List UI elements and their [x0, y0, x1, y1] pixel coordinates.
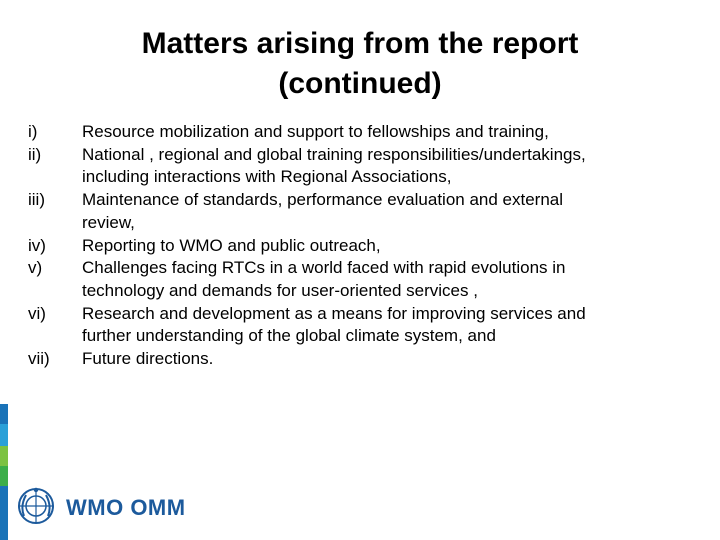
list-item-text: Challenges facing RTCs in a world faced with rapid evolutions in — [82, 258, 566, 278]
list-item-text: technology and demands for user-oriented services , — [82, 280, 478, 300]
list-item-text: Future directions. — [82, 349, 214, 369]
accent-bar — [0, 424, 8, 446]
list-item-text: Maintenance of standards, performance evaluation and external — [82, 190, 564, 210]
topics-list — [28, 121, 708, 371]
list-item — [28, 257, 708, 302]
accent-bar — [0, 404, 8, 424]
list-item-text: Reporting to WMO and public outreach, — [82, 235, 381, 255]
list-marker: v) — [28, 258, 43, 278]
list-item-text: Resource mobilization and support to fellowships and training, — [82, 122, 549, 141]
list-item — [28, 189, 708, 234]
list-marker: vi) — [28, 303, 46, 323]
list-item — [28, 303, 708, 348]
list-marker: iii) — [28, 190, 45, 210]
wmo-logo — [16, 486, 186, 530]
wmo-emblem-icon — [16, 486, 56, 531]
slide-title-line-1: Matters arising from the report — [141, 27, 579, 60]
list-item-text: further understanding of the global climate system, and — [82, 326, 496, 346]
accent-bar — [0, 486, 8, 540]
list-item — [28, 235, 708, 258]
list-item-text: National , regional and global training responsibilities/undertakings, — [82, 144, 586, 164]
accent-bar — [0, 466, 8, 486]
list-marker: iv) — [28, 235, 46, 255]
list-marker: ii) — [28, 144, 42, 164]
slide-title — [0, 24, 720, 104]
wmo-logo-text: WMO OMM — [66, 495, 186, 520]
list-marker: i) — [28, 122, 38, 141]
list-item — [28, 121, 708, 144]
list-item — [28, 144, 708, 189]
list-marker: vii) — [28, 349, 50, 369]
accent-bar — [0, 446, 8, 466]
list-item-text: review, — [82, 212, 135, 232]
list-item — [28, 348, 708, 371]
list-item-text: Research and development as a means for improving services and — [82, 303, 586, 323]
slide-title-line-2: (continued) — [278, 67, 442, 100]
list-item-text: including interactions with Regional Associations, — [82, 167, 452, 187]
